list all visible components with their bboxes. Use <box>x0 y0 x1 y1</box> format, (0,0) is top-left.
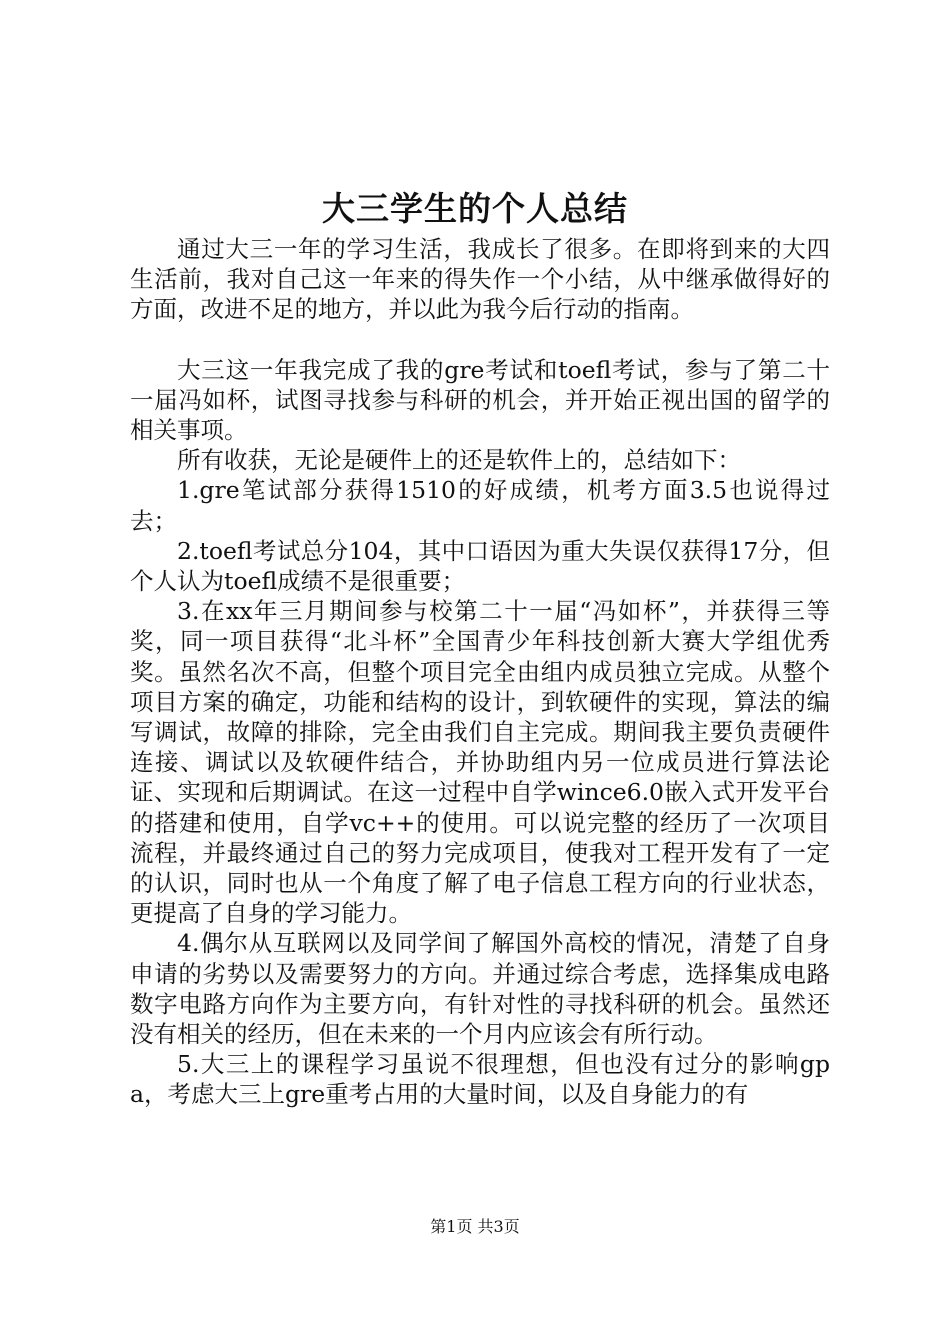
paragraph-intro: 通过大三一年的学习生活，我成长了很多。在即将到来的大四生活前，我对自己这一年来的得失作一个小结，从中继承做得好的方面，改进不足的地方，并以此为我今后行动的指南。 <box>130 235 830 324</box>
list-item-toefl: 2.toefl考试总分104，其中口语因为重大失误仅获得17分，但个人认为toefl成绩不是很重要； <box>130 536 830 596</box>
document-title: 大三学生的个人总结 <box>322 189 628 228</box>
list-item-gre: 1.gre笔试部分获得1510的好成绩，机考方面3.5也说得过去； <box>130 476 830 535</box>
page-number-footer: 第1页 共3页 <box>430 1217 520 1236</box>
list-item-coursework: 5.大三上的课程学习虽说不很理想，但也没有过分的影响gpa，考虑大三上gre重考占用的大量时间，以及自身能力的有 <box>130 1050 830 1109</box>
list-item-fengrubei: 3.在xx年三月期间参与校第二十一届“冯如杯”，并获得三等奖，同一项目获得“北斗杯”全国青少年科技创新大赛大学组优秀奖。虽然名次不高，但整个项目完全由组内成员独立完成。从整个项目方案的确定，功能和结构的设计，到软硬件的实现，算法的编写调试，故障的排除，完全由我们自主完成。期间我主要负责硬件连接、调试以及软硬件结合，并协助组内另一位成员进行算法论证、实现和后期调试。在这一过程中自学wince6.0嵌入式开发平台的搭建和使用，自学vc++的使用。可以说完整的经历了一次项目流程，并最终通过自己的努力完成项目，使我对工程开发有了一定的认识，同时也从一个角度了解了电子信息工程方向的行业状态，更提高了自身的学习能力。 <box>130 597 830 928</box>
paragraph-spacer <box>130 325 830 355</box>
document-body <box>130 234 830 1110</box>
paragraph-overview: 大三这一年我完成了我的gre考试和toefl考试，参与了第二十一届冯如杯，试图寻找参与科研的机会，并开始正视出国的留学的相关事项。 <box>130 355 830 445</box>
list-item-research-direction: 4.偶尔从互联网以及同学间了解国外高校的情况，清楚了自身申请的劣势以及需要努力的方向。并通过综合考虑，选择集成电路数字电路方向作为主要方向，有针对性的寻找科研的机会。虽然还没有相关的经历，但在未来的一个月内应该会有所行动。 <box>130 929 830 1049</box>
paragraph-summary-lead: 所有收获，无论是硬件上的还是软件上的，总结如下： <box>177 446 741 475</box>
